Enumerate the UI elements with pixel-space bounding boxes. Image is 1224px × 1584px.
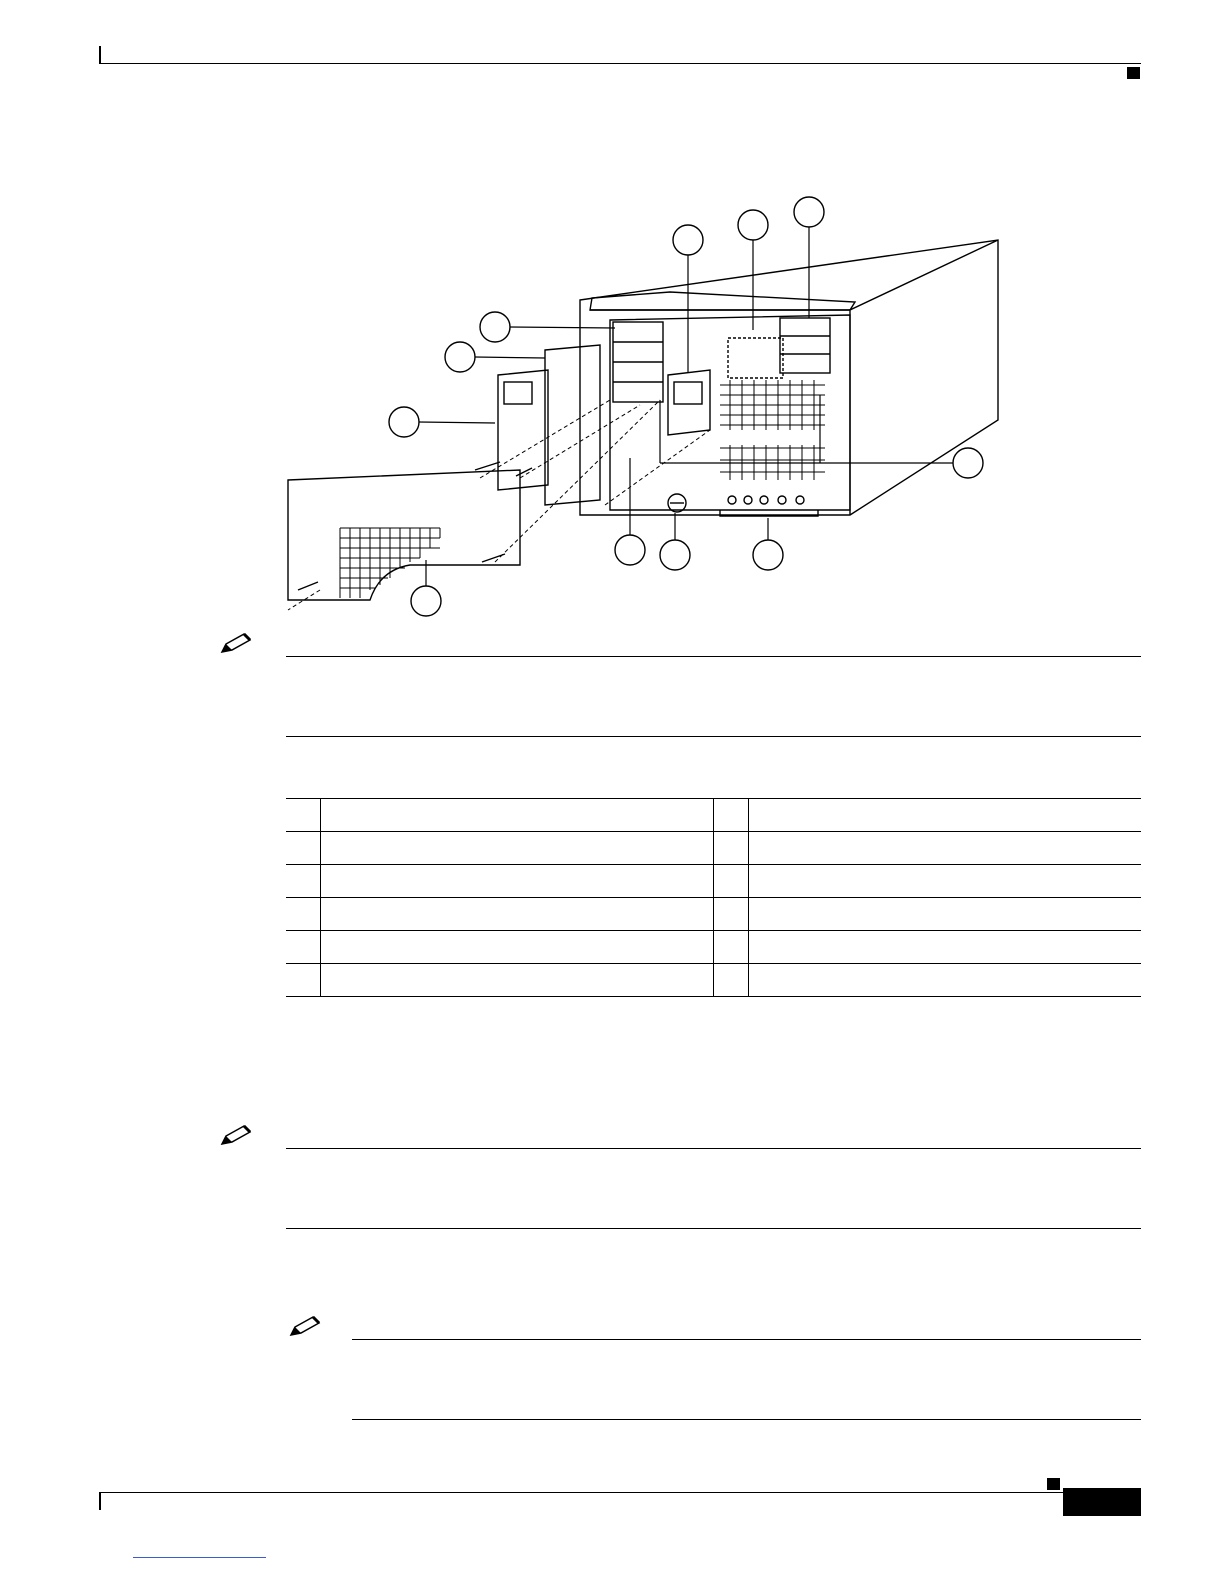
table-row [286,799,1141,832]
footer-left-tick [99,1492,101,1510]
note-1-top-rule [286,656,1141,657]
header-rule [99,63,1141,64]
callout-circle [753,540,783,570]
legend-number [286,799,321,832]
legend-number [286,832,321,865]
legend-description [321,799,714,832]
note-1-bottom-rule [286,736,1141,737]
legend-description [749,898,1142,931]
table-row [286,964,1141,997]
legend-number [714,799,749,832]
note-3-bottom-rule [352,1419,1141,1420]
table-row [286,832,1141,865]
callout-circle [738,210,768,240]
footer-square-marker [1047,1478,1060,1490]
legend-description [749,832,1142,865]
legend-description [321,964,714,997]
callout-circle [445,342,475,372]
table-row [286,898,1141,931]
callout-circle [480,312,510,342]
pencil-icon [218,1124,258,1148]
footer-link-underline[interactable] [133,1557,266,1558]
legend-description [749,799,1142,832]
legend-number [714,931,749,964]
callout-circle [615,535,645,565]
table-row [286,865,1141,898]
legend-description [321,865,714,898]
legend-number [286,865,321,898]
legend-number [714,865,749,898]
legend-description [321,898,714,931]
legend-number [286,931,321,964]
callout-legend-table [286,798,1141,997]
legend-description [749,964,1142,997]
legend-number [286,898,321,931]
legend-number [714,898,749,931]
callout-circle [411,586,441,616]
legend-number [286,964,321,997]
callout-circle [794,197,824,227]
callout-circle [953,448,983,478]
legend-description [321,832,714,865]
note-2-bottom-rule [286,1228,1141,1229]
callout-circle [673,225,703,255]
chassis-outline [580,240,998,515]
legend-description [749,931,1142,964]
legend-number [714,964,749,997]
header-left-tick [99,46,101,64]
header-square-marker [1127,67,1140,79]
pencil-icon [218,632,258,656]
page-number-box [1063,1488,1141,1516]
legend-number [714,832,749,865]
power-supply-figure [270,190,1030,620]
legend-description [321,931,714,964]
callout-circle [389,407,419,437]
legend-description [749,865,1142,898]
table-row [286,931,1141,964]
footer-rule [99,1492,1141,1493]
callout-circle [660,540,690,570]
note-3-top-rule [352,1339,1141,1340]
note-2-top-rule [286,1148,1141,1149]
pencil-icon [287,1315,327,1339]
front-cover [288,470,520,600]
